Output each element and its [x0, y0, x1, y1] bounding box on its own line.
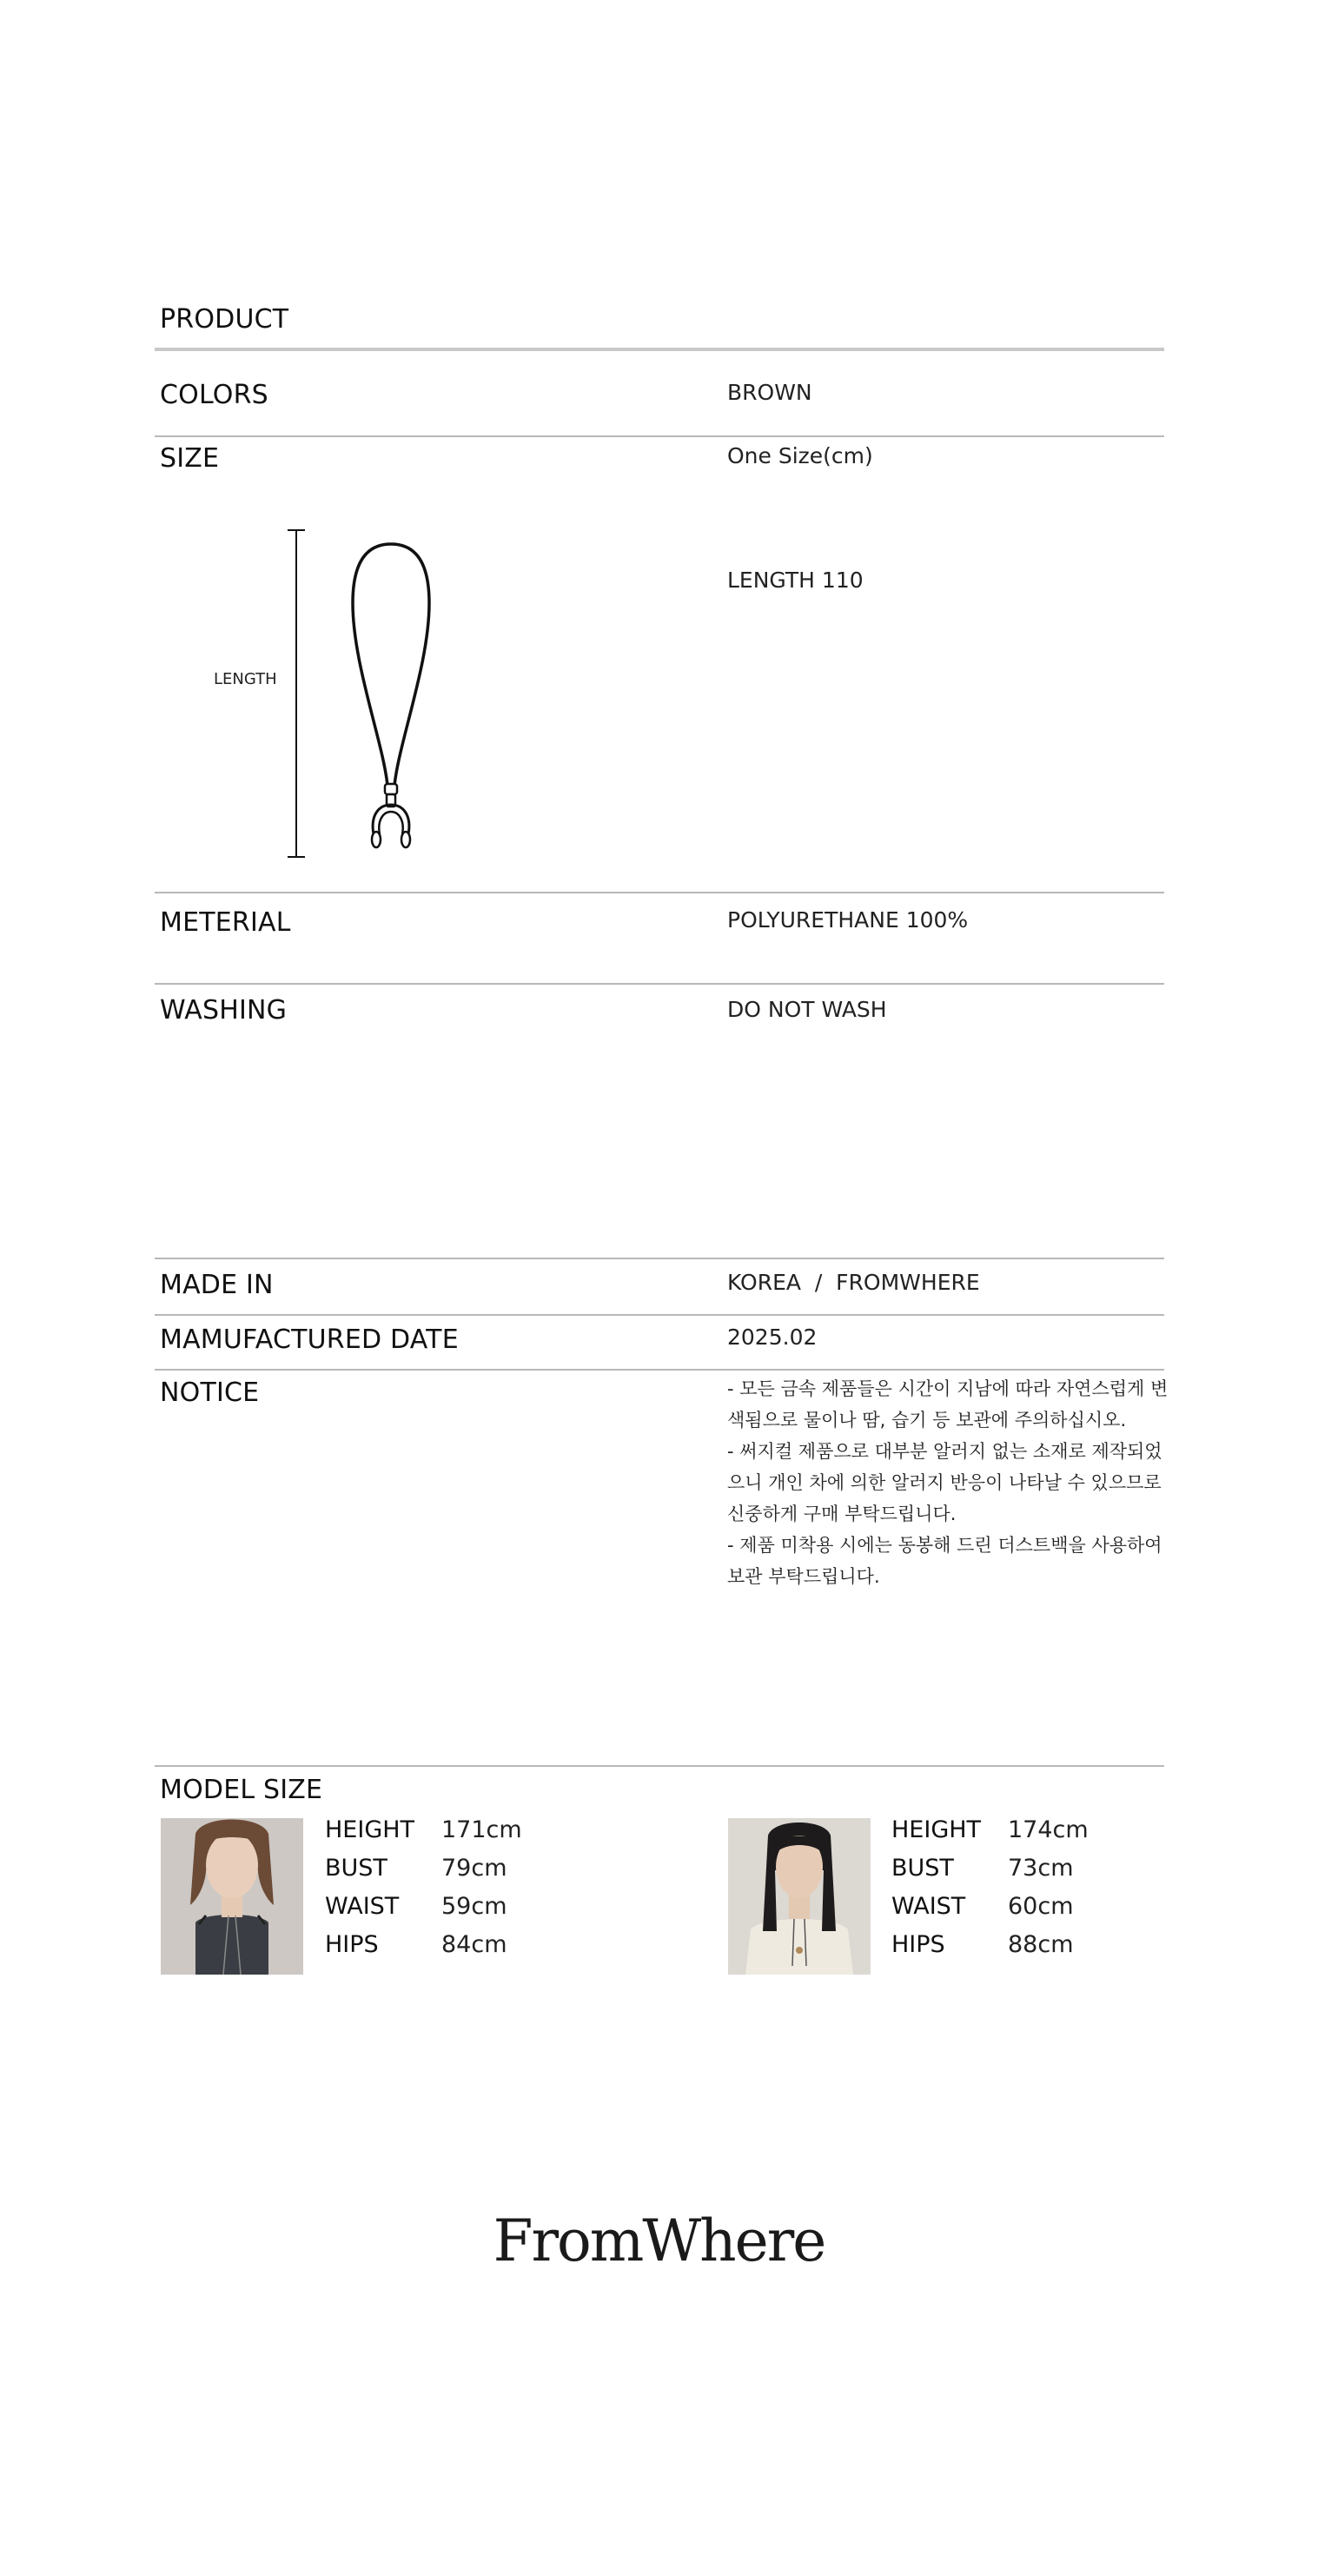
model-2-waist-value: 60cm: [1008, 1893, 1074, 1920]
material-value: POLYURETHANE 100%: [727, 907, 969, 933]
washing-divider: [155, 1258, 1164, 1259]
notice-line: - 모든 금속 제품들은 시간이 지남에 따라 자연스럽게 변: [727, 1378, 1169, 1399]
product-heading: PRODUCT: [160, 304, 289, 335]
notice-line: 신중하게 구매 부탁드립니다.: [727, 1504, 957, 1524]
notice-line: 으니 개인 차에 의한 알러지 반응이 나타날 수 있으므로: [727, 1472, 1162, 1493]
size-diagram: [214, 525, 474, 864]
model-2-bust-label: BUST: [891, 1855, 954, 1882]
size-divider: [155, 892, 1164, 893]
model-1-hips-value: 84cm: [441, 1931, 507, 1958]
model-1-bust-value: 79cm: [441, 1855, 507, 1882]
notice-line: - 써지컬 제품으로 대부분 알러지 없는 소재로 제작되었: [727, 1441, 1162, 1462]
notice-line: - 제품 미착용 시에는 동봉해 드린 더스트백을 사용하여: [727, 1535, 1162, 1556]
made-in-divider: [155, 1314, 1164, 1316]
material-divider: [155, 983, 1164, 985]
model-1-bust-label: BUST: [325, 1855, 387, 1882]
manufactured-date-label: MAMUFACTURED DATE: [160, 1325, 459, 1355]
model-1-hips-label: HIPS: [325, 1931, 379, 1958]
colors-divider: [155, 435, 1164, 437]
model-1-waist-value: 59cm: [441, 1893, 507, 1920]
size-value: One Size(cm): [727, 443, 873, 468]
made-in-label: MADE IN: [160, 1270, 274, 1300]
material-label: METERIAL: [160, 907, 291, 938]
model-2-height-label: HEIGHT: [891, 1816, 982, 1843]
model-size-label: MODEL SIZE: [160, 1775, 323, 1805]
manufactured-date-divider: [155, 1369, 1164, 1371]
size-measurement: LENGTH 110: [727, 568, 864, 593]
model-photo-2: [728, 1818, 871, 1975]
size-label: SIZE: [160, 443, 220, 474]
washing-label: WASHING: [160, 995, 288, 1026]
notice-divider: [155, 1765, 1164, 1767]
notice-text: [727, 1373, 1179, 1592]
colors-label: COLORS: [160, 380, 268, 410]
brand-logo: FromWhere: [493, 2208, 825, 2274]
model-1-height-label: HEIGHT: [325, 1816, 415, 1843]
length-label: LENGTH: [214, 670, 277, 688]
strap-diagram-icon: [214, 525, 474, 864]
washing-value: DO NOT WASH: [727, 997, 887, 1022]
model-1-waist-label: WAIST: [325, 1893, 400, 1920]
model-photo-1: [161, 1818, 303, 1975]
product-divider: [155, 348, 1164, 351]
model-2-bust-value: 73cm: [1008, 1855, 1074, 1882]
model-2-height-value: 174cm: [1008, 1816, 1089, 1843]
model-2-hips-value: 88cm: [1008, 1931, 1074, 1958]
notice-line: 보관 부탁드립니다.: [727, 1566, 880, 1587]
notice-line: 색됨으로 물이나 땀, 습기 등 보관에 주의하십시오.: [727, 1410, 1127, 1431]
model-1-height-value: 171cm: [441, 1816, 522, 1843]
manufactured-date-value: 2025.02: [727, 1325, 818, 1350]
model-2-hips-label: HIPS: [891, 1931, 945, 1958]
notice-label: NOTICE: [160, 1378, 260, 1408]
model-2-waist-label: WAIST: [891, 1893, 966, 1920]
made-in-value: KOREA / FROMWHERE: [727, 1270, 980, 1295]
colors-value: BROWN: [727, 380, 812, 405]
